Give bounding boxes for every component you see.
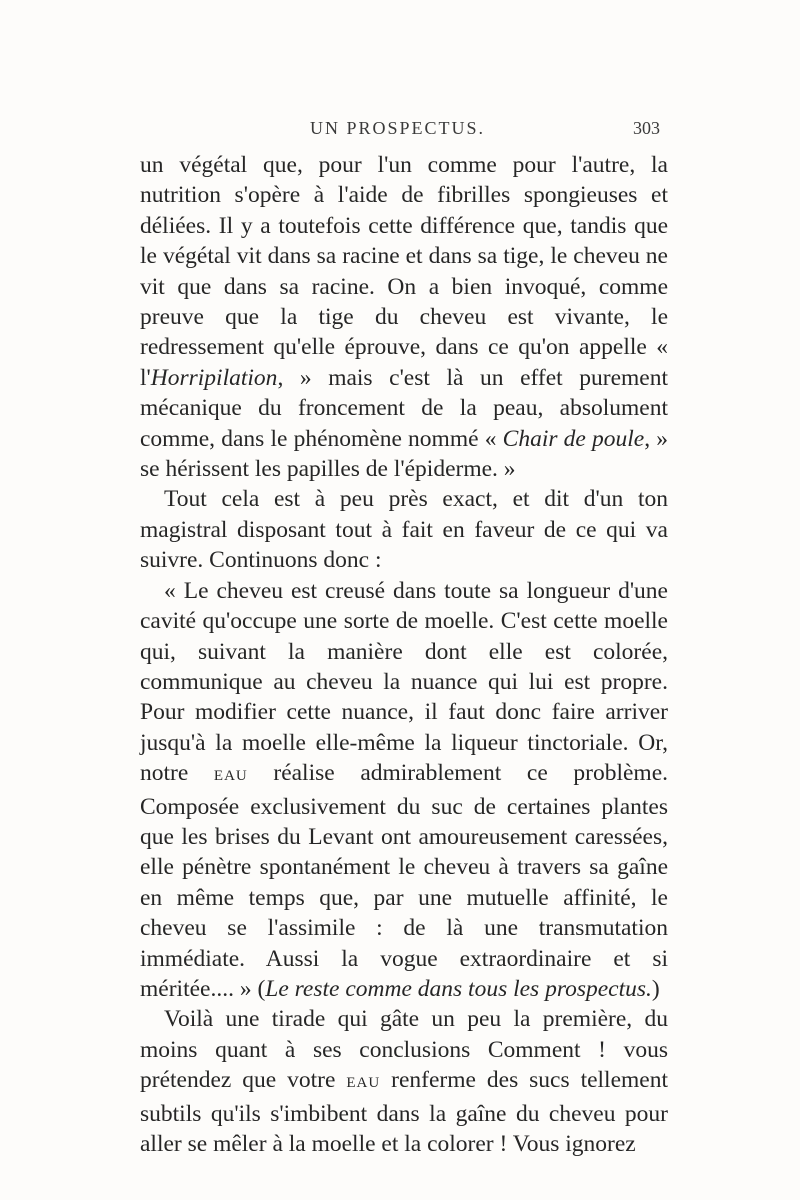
- text-run: renferme des sucs tellement subtils qu'ils s'imbibent dans la gaîne du cheveu pour aller se mêler à la moelle et la colorer ! Vous ignorez: [140, 1067, 669, 1157]
- page-number: 303: [633, 118, 660, 138]
- text-run: Tout cela est à peu près exact, et dit d'un ton magistral disposant tout à fait en faveur de ce qui va suivre. Continuons donc :: [140, 486, 668, 574]
- running-title: UN PROSPECTUS.: [310, 118, 486, 138]
- text-run: ): [651, 975, 660, 1002]
- small-caps-eau: EAU: [346, 1075, 381, 1092]
- italic-term-horripilation: Horripilation: [150, 364, 278, 391]
- text-run: , » se hérissent les papilles de l'épiderme. »: [140, 425, 669, 483]
- text-run: , » mais c'est là un effet purement mécanique du froncement de la peau, absolument comme, dans le phénomène nommé «: [140, 364, 668, 452]
- text-run: un végétal que, pour l'un comme pour l'autre, la nutrition s'opère à l'aide de fibrilles spongieuses et déliées. Il y a toutefois cette différence que, tandis que le végétal vit dans sa racine et dans sa tige, le cheveu ne vit que dans sa racine. On a bien invoqué, comme preuve que la tige du cheveu est vivante, le redressement qu'elle éprouve, dans ce qu'on appelle « l': [140, 152, 668, 391]
- italic-aside: Le reste comme dans tous les prospectus.: [265, 975, 652, 1002]
- body-text: [140, 150, 668, 1159]
- paragraph-4: [140, 1004, 668, 1159]
- page-header: [140, 118, 660, 146]
- paragraph-3: [140, 576, 668, 1005]
- paragraph-2: [140, 484, 668, 575]
- text-run: Voilà une tirade qui gâte un peu la première, du moins quant à ses conclusions Comment ! vous prétendez que votre: [140, 1006, 668, 1094]
- small-caps-eau: EAU: [213, 768, 248, 785]
- text-run: « Le cheveu est creusé dans toute sa longueur d'une cavité qu'occupe une sorte de moelle. C'est cette moelle qui, suivant la manière dont elle est colorée, communique au cheveu la nuance qui lui est propre. Pour modifier cette nuance, il faut donc faire arriver jusqu'à la moelle elle-même la liqueur tinctoriale. Or, notre: [140, 577, 668, 787]
- italic-term-chair-de-poule: Chair de poule: [502, 425, 645, 452]
- text-run: réalise admirablement ce problème. Composée exclusivement du suc de certaines plantes que les brises du Levant ont amoureusement caressées, elle pénètre spontanément le cheveu à travers sa gaîne en même temps que, par une mutuelle affinité, le cheveu se l'assimile : de là une transmutation immédiate. Aussi la vogue extraordinaire et si méritée.... » (: [140, 760, 668, 1002]
- paragraph-1: [140, 150, 668, 484]
